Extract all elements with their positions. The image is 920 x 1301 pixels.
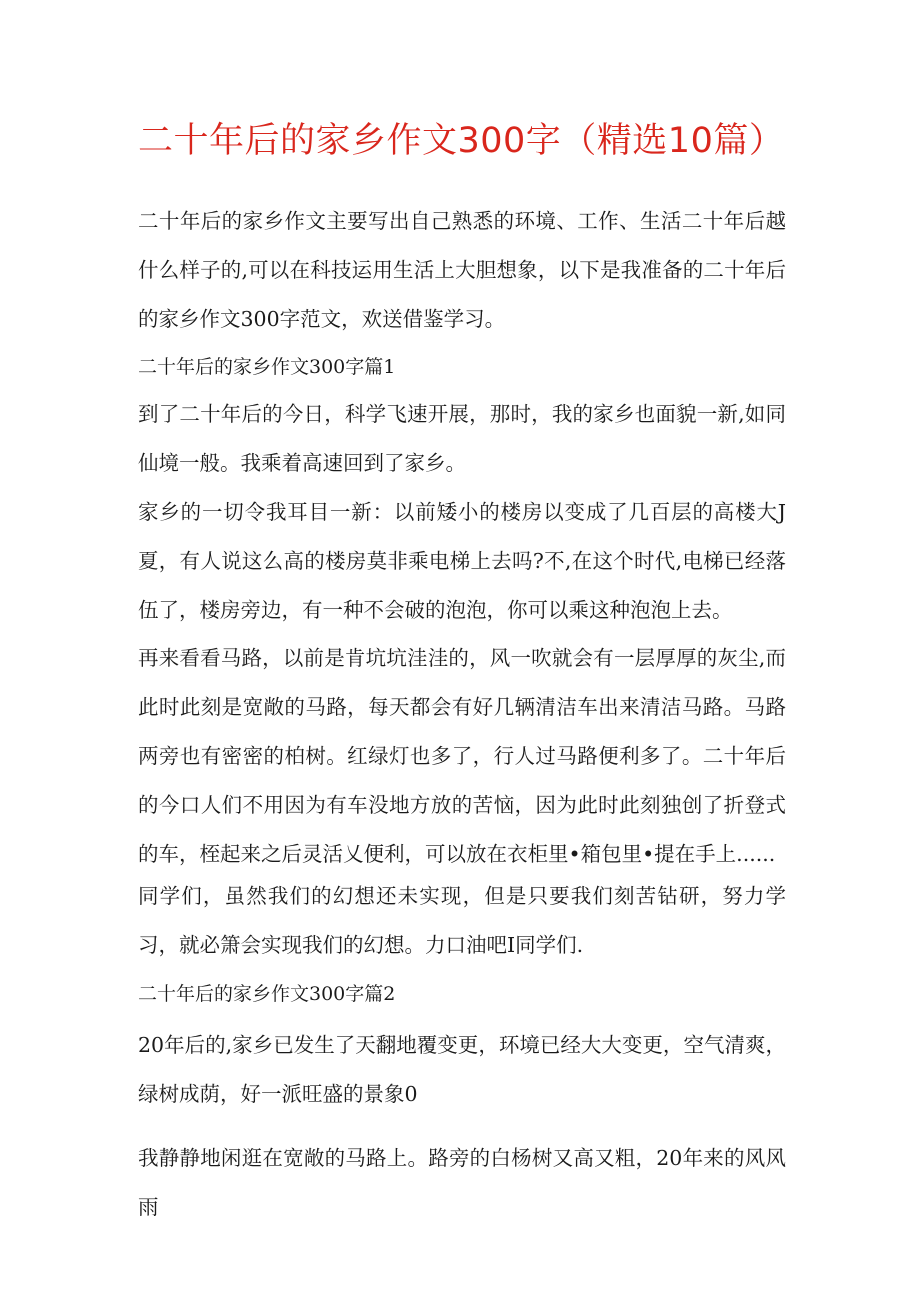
section-2-paragraph-1: 20年后的,家乡已发生了天翻地覆变更，环境已经大大变更，空气清爽，绿树成荫，好一派旺盛的景象0	[138, 1033, 786, 1106]
section-heading-1: 二十年后的家乡作文300字篇1	[138, 356, 396, 378]
section-1-paragraph-3: 再来看看马路，以前是肯坑坑洼洼的，风一吹就会有一层厚厚的灰尘,而此时此刻是宽敞的马路，每天都会有好几辆清洁车出来清洁马路。马路两旁也有密密的柏树。红绿灯也多了，行人过马路便利多了。二十年后的今口人们不用因为有车没地方放的苦恼，因为此时此刻独创了折登式的车，桎起来之后灵活乂便利，可以放在衣柜里•箱包里•提在手上......	[138, 646, 786, 866]
section-2-paragraph-2: 我静静地闲逛在宽敞的马路上。路旁的白杨树又高又粗，20年来的风风雨	[138, 1146, 786, 1219]
section-1-paragraph-2: 家乡的一切令我耳目一新：以前矮小的楼房以变成了几百层的高楼大J夏，有人说这么高的楼房莫非乘电梯上去吗?不,在这个时代,电梯已经落伍了，楼房旁边，有一种不会破的泡泡，你可以乘这种泡泡上去。	[138, 500, 786, 622]
intro-paragraph: 二十年后的家乡作文主要写出自己熟悉的环境、工作、生活二十年后越什么样子的,可以在科技运用生活上大胆想象，以下是我准备的二十年后的家乡作文300字范文，欢送借鉴学习。	[138, 209, 786, 331]
section-heading-2: 二十年后的家乡作文300字篇2	[138, 983, 396, 1005]
document-title: 二十年后的家乡作文300字（精选10篇）	[138, 121, 785, 161]
section-1-paragraph-1: 到了二十年后的今日，科学飞速开展，那时，我的家乡也面貌一新,如同仙境一般。我乘着高速回到了家乡。	[138, 402, 786, 475]
section-1-paragraph-4: 同学们，虽然我们的幻想还未实现，但是只要我们刻苦钻研，努力学习，就必箫会实现我们的幻想。力口油吧I同学们.	[138, 884, 786, 957]
